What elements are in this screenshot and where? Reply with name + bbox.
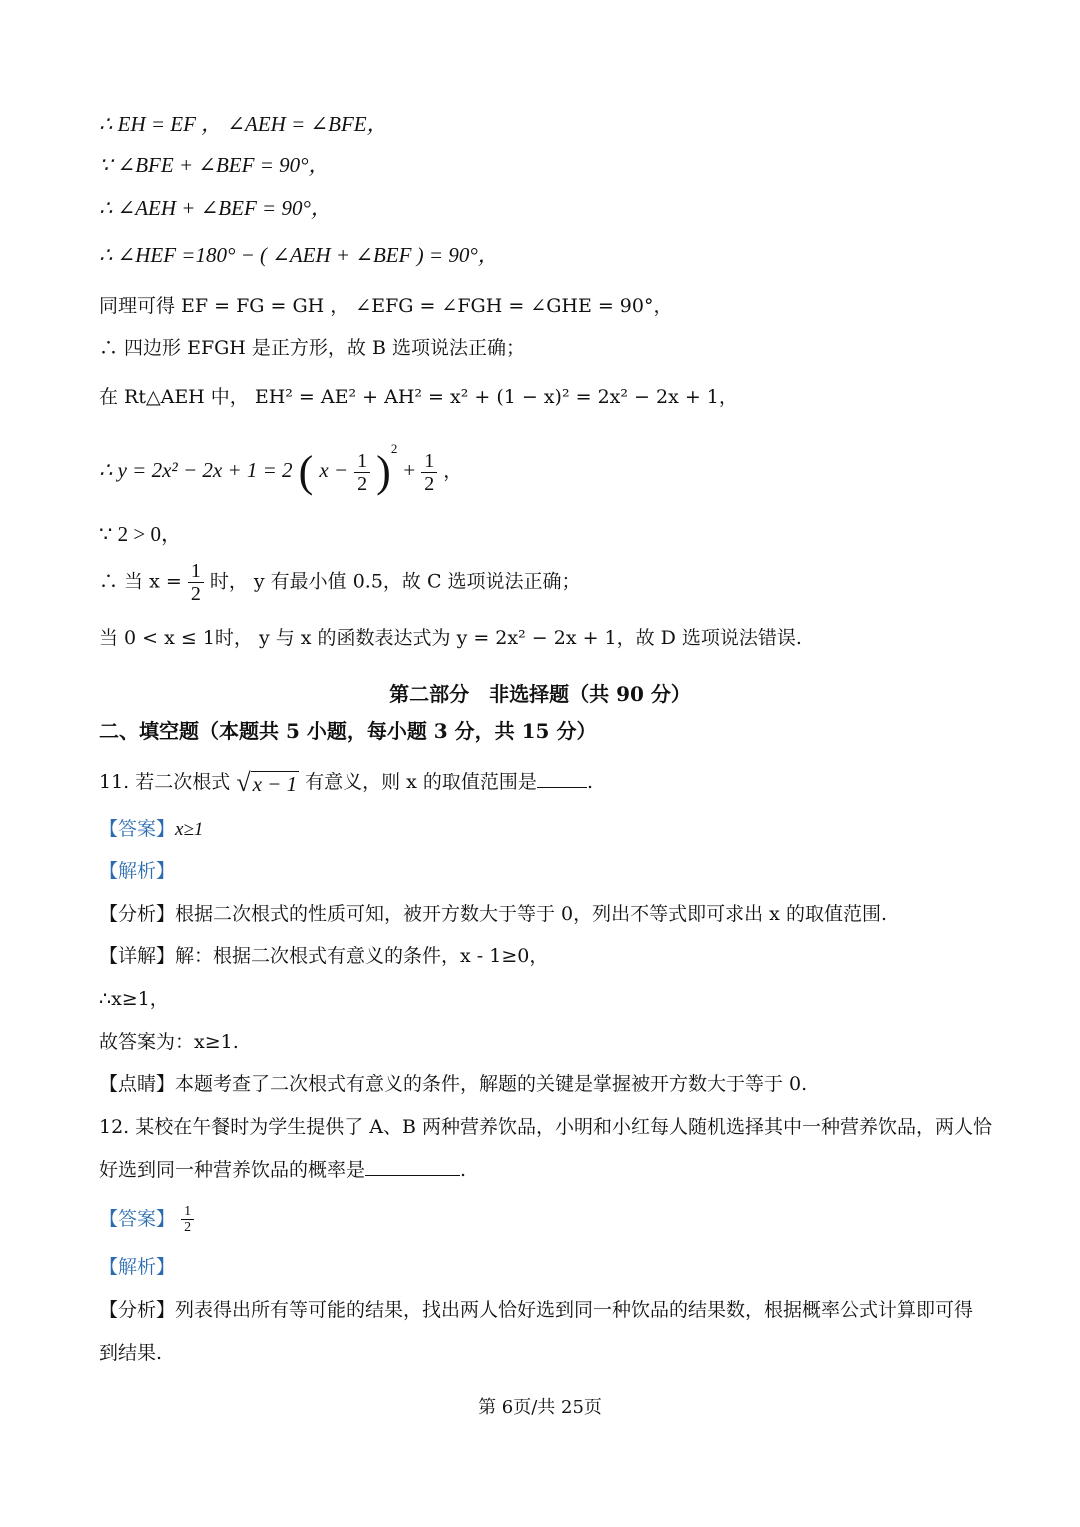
part-title: 第二部分 非选择题（共 90 分） [389, 682, 691, 706]
q11-prefix: 11. 若二次根式 [99, 771, 231, 793]
fenxi-tag: 【分析】 [99, 903, 176, 925]
answer-value: x≥1 [175, 819, 204, 840]
question-12-line-2 [99, 1161, 466, 1180]
right-paren: ) [376, 447, 391, 496]
line8-prefix: ∴ y = 2x² − 2x + 1 = 2 [99, 458, 293, 482]
solution-line-5: 同理可得 EF = FG = GH ， ∠EFG = ∠FGH = ∠GHE = 90°， [99, 295, 673, 317]
line8-plus: + [403, 458, 416, 482]
solution-line-1: ∴ EH = EF ， ∠AEH = ∠BFE， [99, 112, 388, 136]
q12-end: . [460, 1159, 467, 1181]
q11-suffix: 有意义，则 x 的取值范围是 [305, 771, 537, 793]
q12-answer [99, 1204, 194, 1236]
fenxi-tag-12: 【分析】 [99, 1299, 176, 1321]
xiangjie-text: 解：根据二次根式有意义的条件，x - 1≥0， [175, 945, 549, 967]
q11-dianjing [99, 1075, 807, 1094]
solution-line-7: 在 Rt△AEH 中， EH² = AE² + AH² = x² + (1 − x)² = 2x² − 2x + 1， [99, 386, 738, 408]
radical-icon: √ [236, 768, 251, 797]
answer-tag-12: 【答案】 [99, 1207, 176, 1230]
q11-final: 故答案为：x≥1. [99, 1031, 239, 1053]
dianjing-text: 本题考查了二次根式有意义的条件，解题的关键是掌握被开方数大于等于 0. [175, 1073, 808, 1095]
section-title: 二、填空题（本题共 5 小题，每小题 3 分，共 15 分） [99, 719, 597, 743]
q11-end: . [586, 771, 593, 793]
fenxi-text: 根据二次根式的性质可知，被开方数大于等于 0，列出不等式即可求出 x 的取值范围. [175, 903, 887, 925]
q11-fenxi [99, 905, 887, 924]
q11-xiangjie [99, 947, 548, 966]
dianjing-tag: 【点睛】 [99, 1073, 176, 1095]
q11-analysis-tag: 【解析】 [99, 860, 176, 882]
question-12-line-1: 12. 某校在午餐时为学生提供了 A、B 两种营养饮品，小明和小红每人随机选择其中一种营养饮品，两人恰 [99, 1116, 993, 1138]
line8-end: ， [443, 460, 463, 482]
q12-analysis-tag: 【解析】 [99, 1256, 176, 1278]
answer-blank-12 [365, 1174, 460, 1176]
answer-fraction: $\frac{1}{2}$ [181, 1204, 194, 1236]
solution-line-8 [99, 442, 462, 495]
q12-line2-text: 好选到同一种营养饮品的概率是 [99, 1159, 366, 1181]
answer-tag: 【答案】 [99, 818, 176, 840]
xiangjie-tag: 【详解】 [99, 945, 176, 967]
line8-inner: x − [319, 458, 349, 482]
solution-line-9: ∵ 2 > 0， [99, 522, 182, 546]
half-fraction-3: $\frac{1}{2}$ [188, 560, 204, 605]
q11-answer [99, 820, 203, 839]
solution-line-10 [99, 560, 581, 605]
answer-blank [537, 786, 587, 788]
solution-line-3: ∴ ∠AEH + ∠BEF = 90°， [99, 196, 332, 220]
solution-line-4: ∴ ∠HEF =180° − ( ∠AEH + ∠BEF ) = 90°， [99, 243, 499, 267]
line10-prefix: ∴ 当 x = [99, 570, 182, 593]
q11-step: ∴x≥1， [99, 988, 169, 1010]
square-exponent: 2 [390, 441, 398, 456]
question-11 [99, 770, 593, 796]
solution-line-6: ∴ 四边形 EFGH 是正方形，故 B 选项说法正确； [99, 337, 525, 359]
half-fraction-2: $\frac{1}{2}$ [421, 450, 437, 495]
left-paren: ( [298, 447, 314, 496]
solution-line-11: 当 0 < x ≤ 1时， y 与 x 的函数表达式为 y = 2x² − 2x + 1，故 D 选项说法错误. [99, 627, 802, 649]
sqrt-expression: √x − 1 [236, 768, 298, 797]
fenxi-text-12: 列表得出所有等可能的结果，找出两人恰好选到同一种饮品的结果数，根据概率公式计算即可得 [175, 1299, 974, 1321]
q12-fenxi-line-2: 到结果. [99, 1342, 163, 1364]
page-footer: 第 6页/共 25页 [478, 1397, 602, 1418]
q12-fenxi-line-1 [99, 1301, 973, 1320]
line10-suffix: 时， y 有最小值 0.5，故 C 选项说法正确； [209, 570, 581, 593]
solution-line-2: ∵ ∠BFE + ∠BEF = 90°， [99, 153, 330, 177]
half-fraction: $\frac{1}{2}$ [354, 450, 370, 495]
